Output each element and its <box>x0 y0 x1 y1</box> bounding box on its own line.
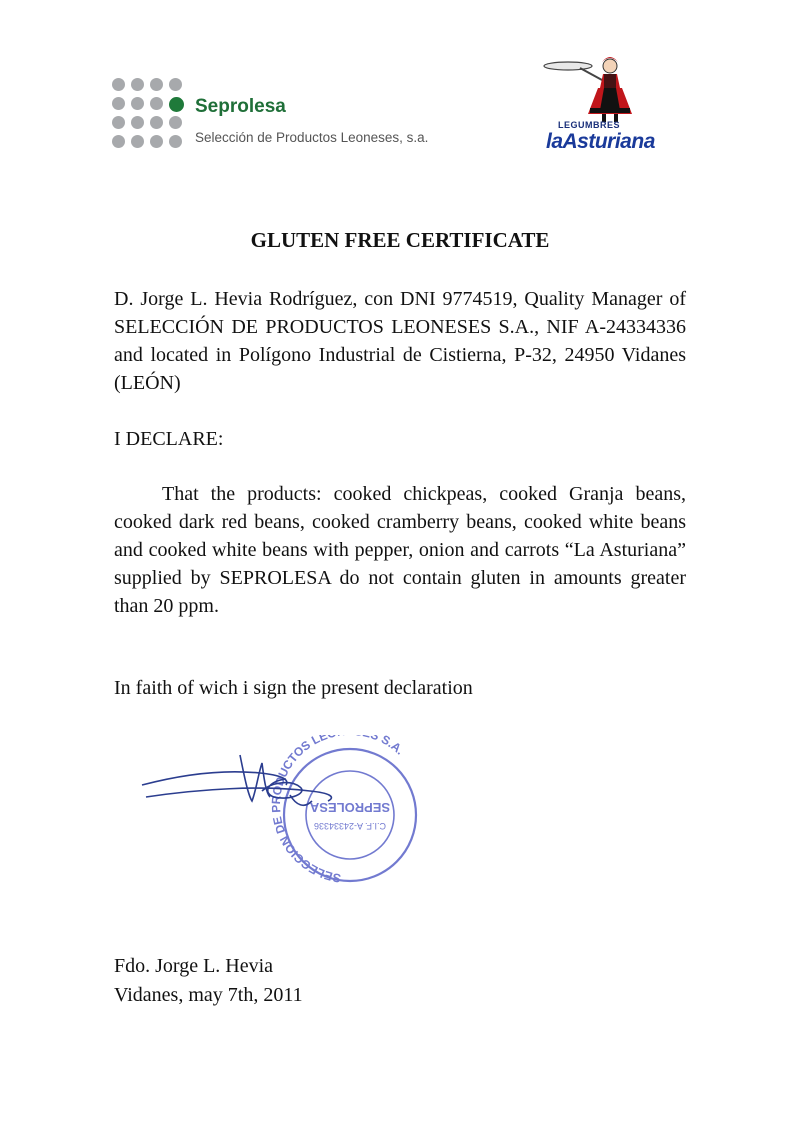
place-date: Vidanes, may 7th, 2011 <box>114 984 303 1006</box>
signature-stamp-area <box>140 735 440 905</box>
legumbres-label: LEGUMBRES <box>558 120 621 130</box>
company-stamp <box>140 735 440 905</box>
brand-subtitle: Selección de Productos Leoneses, s.a. <box>195 130 429 145</box>
logo-dot <box>150 135 163 148</box>
logo-dot <box>150 78 163 91</box>
seprolesa-logo <box>112 78 442 168</box>
asturian-woman-mascot-icon <box>540 52 650 124</box>
logo-dot <box>112 78 125 91</box>
intro-paragraph: D. Jorge L. Hevia Rodríguez, con DNI 9774519, Quality Manager of SELECCIÓN DE PRODUCTOS LEONESES S.A., NIF A-24334336 and located in Polígono Industrial de Cistierna, P-32, 24950 Vidanes (LEÓN) <box>114 288 686 394</box>
logo-dot <box>131 97 144 110</box>
logo-dot <box>112 97 125 110</box>
logo-dot <box>131 116 144 129</box>
logo-dot <box>131 78 144 91</box>
brand-name: Seprolesa <box>195 96 286 117</box>
logo-dot <box>150 97 163 110</box>
stamp-ring-text: SELECCION DE PRODUCTOS LE S S.A. <box>268 735 407 886</box>
la-asturiana-logo <box>540 52 655 162</box>
logo-dot <box>169 116 182 129</box>
signed-by: Fdo. Jorge L. Hevia <box>114 955 274 977</box>
stamp-center-name: SEPROLESA <box>309 800 391 815</box>
handwritten-signature <box>142 755 331 805</box>
asturiana-brand: laAsturiana <box>546 130 655 153</box>
logo-dot <box>169 135 182 148</box>
declare-heading: I DECLARE: <box>114 428 224 450</box>
logo-dot <box>112 135 125 148</box>
logo-dot-accent <box>169 97 184 112</box>
certificate-title: GLUTEN FREE CERTIFICATE <box>250 228 550 252</box>
logo-dot <box>112 116 125 129</box>
stamp-cif: C.I.F. A-24334336 <box>313 821 387 831</box>
logo-dot <box>169 78 182 91</box>
products-paragraph: That the products: cooked chickpeas, cooked Granja beans, cooked dark red beans, cooked cramberry beans, cooked white beans and cooked white beans with pepper, onion and carrots “La Asturiana” supplied by SEPROLESA do not contain gluten in amounts greater than 20 ppm. <box>114 483 686 617</box>
logo-dot <box>131 135 144 148</box>
logo-dot <box>150 116 163 129</box>
faith-statement: In faith of wich i sign the present declaration <box>114 677 473 699</box>
dot-grid-icon <box>112 78 192 162</box>
